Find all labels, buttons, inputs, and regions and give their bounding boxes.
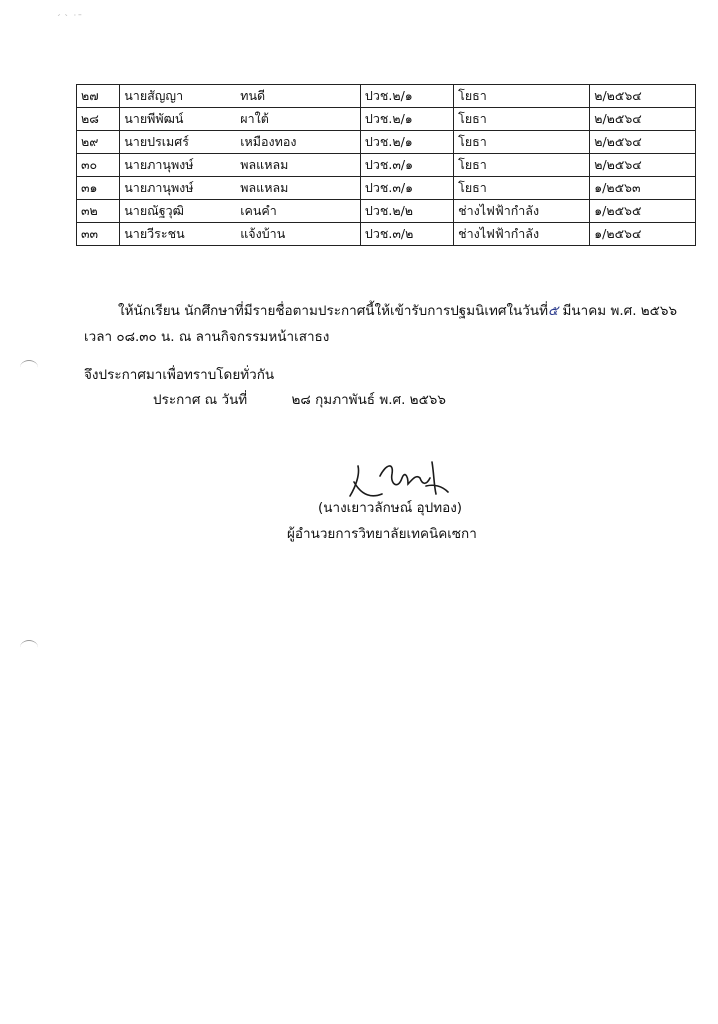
class-level: ปวช.๒/๑ (360, 108, 453, 131)
row-number: ๓๓ (77, 223, 120, 246)
student-list-table (76, 84, 696, 246)
date-value: ๒๘ กุมภาพันธ์ พ.ศ. ๒๕๖๖ (291, 392, 446, 408)
department: โยธา (454, 131, 590, 154)
term-year: ๒/๒๕๖๔ (590, 131, 696, 154)
student-name (120, 177, 361, 200)
orientation-paragraph (84, 298, 696, 350)
class-level: ปวช.๒/๑ (360, 85, 453, 108)
first-name: นายวีระชน (124, 226, 185, 241)
signer-name: (นางเยาวลักษณ์ อุปทอง) (318, 500, 463, 516)
last-name: พลแหลม (240, 180, 289, 195)
class-level: ปวช.๓/๑ (360, 177, 453, 200)
department: โยธา (454, 154, 590, 177)
student-name (120, 131, 361, 154)
class-level: ปวช.๒/๑ (360, 131, 453, 154)
scan-mark: ˊ ˋ ˙ˉ (56, 14, 83, 25)
department: ช่างไฟฟ้ากำลัง (454, 200, 590, 223)
last-name: เหมืองทอง (240, 134, 297, 149)
table-row (77, 108, 696, 131)
scan-edge-mark (20, 360, 38, 375)
row-number: ๓๑ (77, 177, 120, 200)
table-row (77, 200, 696, 223)
department: ช่างไฟฟ้ากำลัง (454, 223, 590, 246)
paragraph-text-part2: มีนาคม พ.ศ. ๒๕๖๖ เวลา ๐๘.๓๐ น. ณ ลานกิจกรรมหน้าเสาธง (84, 303, 678, 345)
first-name: นายภานุพงษ์ (124, 157, 194, 172)
student-name (120, 200, 361, 223)
term-year: ๒/๒๕๖๔ (590, 85, 696, 108)
last-name: ผาใต้ (240, 111, 269, 126)
first-name: นายพีพัฒน์ (124, 111, 184, 126)
table-row (77, 223, 696, 246)
student-name (120, 154, 361, 177)
table-row (77, 154, 696, 177)
term-year: ๑/๒๕๖๔ (590, 223, 696, 246)
signer-title: ผู้อำนวยการวิทยาลัยเทคนิคเซกา (287, 526, 477, 542)
row-number: ๓๐ (77, 154, 120, 177)
handwritten-day: ๕ (548, 303, 559, 319)
class-level: ปวช.๒/๒ (360, 200, 453, 223)
class-level: ปวช.๓/๑ (360, 154, 453, 177)
last-name: แจ้งบ้าน (240, 226, 286, 241)
department: โยธา (454, 85, 590, 108)
student-name (120, 85, 361, 108)
student-name (120, 223, 361, 246)
first-name: นายณัฐวุฒิ (124, 203, 184, 218)
term-year: ๑/๒๕๖๓ (590, 177, 696, 200)
last-name: พลแหลม (240, 157, 289, 172)
term-year: ๒/๒๕๖๔ (590, 154, 696, 177)
date-label: ประกาศ ณ วันที่ (153, 392, 248, 408)
first-name: นายภานุพงษ์ (124, 180, 194, 195)
row-number: ๒๙ (77, 131, 120, 154)
scan-edge-mark (20, 640, 38, 655)
student-list-body (77, 85, 696, 246)
table-row (77, 85, 696, 108)
term-year: ๑/๒๕๖๕ (590, 200, 696, 223)
row-number: ๓๒ (77, 200, 120, 223)
department: โยธา (454, 108, 590, 131)
term-year: ๒/๒๕๖๔ (590, 108, 696, 131)
paragraph-text-part1: ให้นักเรียน นักศึกษาที่มีรายชื่อตามประกาศนี้ให้เข้ารับการปฐมนิเทศในวันที่ (118, 303, 548, 319)
last-name: เคนคำ (240, 203, 277, 218)
table-row (77, 177, 696, 200)
last-name: ทนดี (240, 88, 266, 103)
first-name: นายปรเมศร์ (124, 134, 189, 149)
announcement-line: จึงประกาศมาเพื่อทราบโดยทั่วกัน (84, 367, 275, 383)
department: โยธา (454, 177, 590, 200)
first-name: นายสัญญา (124, 88, 184, 103)
class-level: ปวช.๓/๒ (360, 223, 453, 246)
announcement-date (153, 388, 446, 410)
student-name (120, 108, 361, 131)
row-number: ๒๘ (77, 108, 120, 131)
director-signature (342, 456, 452, 500)
table-row (77, 131, 696, 154)
row-number: ๒๗ (77, 85, 120, 108)
